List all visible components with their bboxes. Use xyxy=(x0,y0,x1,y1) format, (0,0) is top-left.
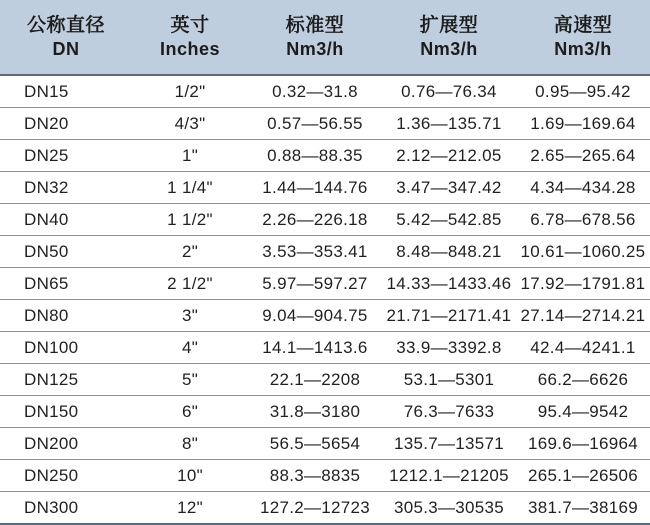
cell-highspeed: 4.34—434.28 xyxy=(516,172,650,204)
cell-inches: 10" xyxy=(132,460,248,492)
cell-highspeed: 10.61—1060.25 xyxy=(516,236,650,268)
cell-dn: DN25 xyxy=(0,140,132,172)
cell-highspeed: 0.95—95.42 xyxy=(516,75,650,108)
cell-standard: 0.57—56.55 xyxy=(248,108,382,140)
column-header-standard xyxy=(248,0,382,75)
cell-extended: 14.33—1433.46 xyxy=(382,268,516,300)
cell-inches: 1" xyxy=(132,140,248,172)
cell-highspeed: 95.4—9542 xyxy=(516,396,650,428)
cell-standard: 0.32—31.8 xyxy=(248,75,382,108)
cell-standard: 2.26—226.18 xyxy=(248,204,382,236)
cell-highspeed: 1.69—169.64 xyxy=(516,108,650,140)
cell-extended: 21.71—2171.41 xyxy=(382,300,516,332)
cell-inches: 8" xyxy=(132,428,248,460)
cell-inches: 1 1/2" xyxy=(132,204,248,236)
table-header xyxy=(0,0,650,75)
table-row xyxy=(0,460,650,492)
column-header-dn-line2: DN xyxy=(52,38,80,59)
cell-highspeed: 2.65—265.64 xyxy=(516,140,650,172)
table-body xyxy=(0,75,650,524)
column-header-standard-line1: 标准型 xyxy=(285,14,345,36)
cell-standard: 31.8—3180 xyxy=(248,396,382,428)
cell-highspeed: 27.14—2714.21 xyxy=(516,300,650,332)
cell-extended: 135.7—13571 xyxy=(382,428,516,460)
cell-extended: 53.1—5301 xyxy=(382,364,516,396)
column-header-highspeed xyxy=(516,0,650,75)
table-row xyxy=(0,364,650,396)
column-header-inches xyxy=(132,0,248,75)
column-header-dn-line1: 公称直径 xyxy=(26,14,105,36)
table-row xyxy=(0,428,650,460)
table-row xyxy=(0,75,650,108)
column-header-inches-line1: 英寸 xyxy=(170,14,210,36)
cell-highspeed: 17.92—1791.81 xyxy=(516,268,650,300)
column-header-extended xyxy=(382,0,516,75)
cell-dn: DN40 xyxy=(0,204,132,236)
cell-dn: DN50 xyxy=(0,236,132,268)
cell-highspeed: 381.7—38169 xyxy=(516,492,650,525)
table-row xyxy=(0,268,650,300)
cell-dn: DN250 xyxy=(0,460,132,492)
cell-extended: 33.9—3392.8 xyxy=(382,332,516,364)
cell-inches: 5" xyxy=(132,364,248,396)
cell-dn: DN200 xyxy=(0,428,132,460)
cell-extended: 5.42—542.85 xyxy=(382,204,516,236)
column-header-extended-line2: Nm3/h xyxy=(420,38,478,59)
cell-standard: 0.88—88.35 xyxy=(248,140,382,172)
cell-extended: 76.3—7633 xyxy=(382,396,516,428)
cell-inches: 12" xyxy=(132,492,248,525)
table-row xyxy=(0,140,650,172)
table-row xyxy=(0,492,650,525)
column-header-inches-line2: Inches xyxy=(159,38,221,59)
cell-extended: 1212.1—21205 xyxy=(382,460,516,492)
cell-highspeed: 265.1—26506 xyxy=(516,460,650,492)
column-header-dn xyxy=(0,0,132,75)
cell-standard: 1.44—144.76 xyxy=(248,172,382,204)
cell-dn: DN80 xyxy=(0,300,132,332)
table-header-row xyxy=(0,0,650,75)
cell-dn: DN100 xyxy=(0,332,132,364)
cell-inches: 2 1/2" xyxy=(132,268,248,300)
cell-extended: 3.47—347.42 xyxy=(382,172,516,204)
table-row xyxy=(0,108,650,140)
cell-standard: 88.3—8835 xyxy=(248,460,382,492)
cell-inches: 4" xyxy=(132,332,248,364)
table-row xyxy=(0,300,650,332)
cell-inches: 1 1/4" xyxy=(132,172,248,204)
cell-inches: 1/2" xyxy=(132,75,248,108)
cell-dn: DN32 xyxy=(0,172,132,204)
cell-inches: 6" xyxy=(132,396,248,428)
cell-highspeed: 6.78—678.56 xyxy=(516,204,650,236)
cell-dn: DN20 xyxy=(0,108,132,140)
cell-standard: 22.1—2208 xyxy=(248,364,382,396)
cell-extended: 305.3—30535 xyxy=(382,492,516,525)
cell-standard: 127.2—12723 xyxy=(248,492,382,525)
cell-standard: 56.5—5654 xyxy=(248,428,382,460)
cell-inches: 4/3" xyxy=(132,108,248,140)
cell-extended: 1.36—135.71 xyxy=(382,108,516,140)
cell-dn: DN65 xyxy=(0,268,132,300)
cell-standard: 14.1—1413.6 xyxy=(248,332,382,364)
table-row xyxy=(0,204,650,236)
cell-standard: 9.04—904.75 xyxy=(248,300,382,332)
column-header-extended-line1: 扩展型 xyxy=(419,14,479,36)
column-header-standard-line2: Nm3/h xyxy=(286,38,344,59)
cell-extended: 0.76—76.34 xyxy=(382,75,516,108)
cell-standard: 3.53—353.41 xyxy=(248,236,382,268)
cell-highspeed: 169.6—16964 xyxy=(516,428,650,460)
cell-inches: 2" xyxy=(132,236,248,268)
cell-standard: 5.97—597.27 xyxy=(248,268,382,300)
column-header-highspeed-line1: 高速型 xyxy=(553,14,613,36)
cell-dn: DN15 xyxy=(0,75,132,108)
table-row xyxy=(0,332,650,364)
cell-extended: 8.48—848.21 xyxy=(382,236,516,268)
table-row xyxy=(0,236,650,268)
cell-dn: DN150 xyxy=(0,396,132,428)
cell-inches: 3" xyxy=(132,300,248,332)
cell-highspeed: 42.4—4241.1 xyxy=(516,332,650,364)
table-row xyxy=(0,172,650,204)
cell-extended: 2.12—212.05 xyxy=(382,140,516,172)
table-row xyxy=(0,396,650,428)
cell-dn: DN300 xyxy=(0,492,132,525)
column-header-highspeed-line2: Nm3/h xyxy=(554,38,612,59)
cell-dn: DN125 xyxy=(0,364,132,396)
cell-highspeed: 66.2—6626 xyxy=(516,364,650,396)
